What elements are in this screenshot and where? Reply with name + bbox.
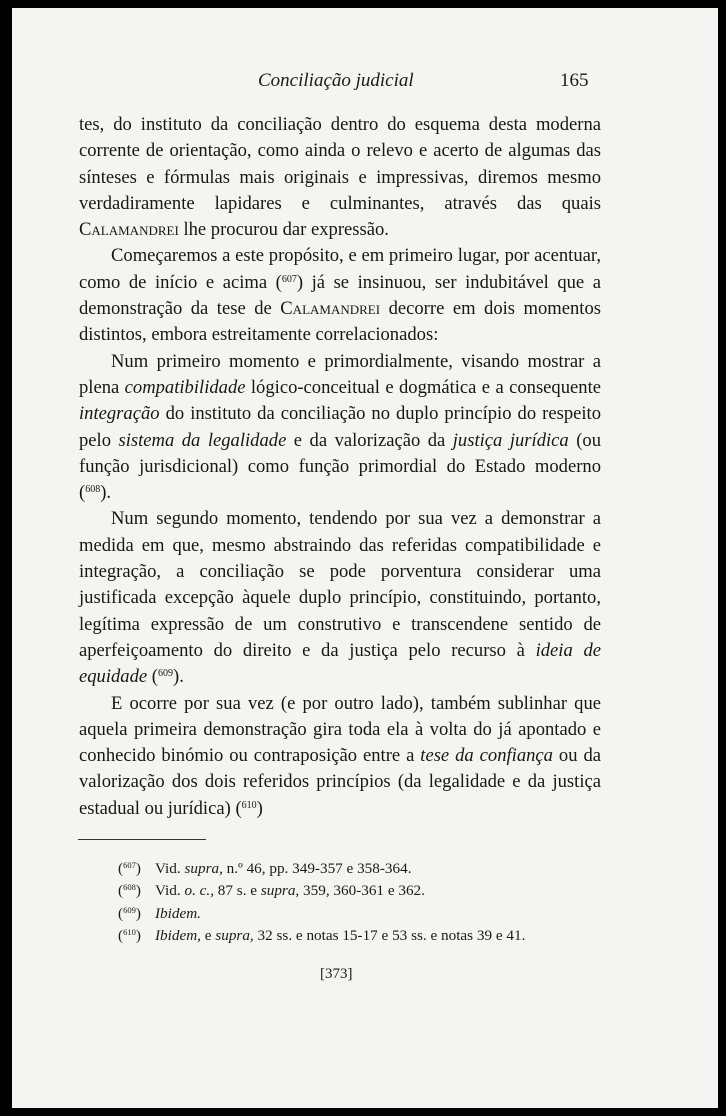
footnote-mark: ($^{608}$) bbox=[118, 882, 141, 900]
paragraph bbox=[79, 112, 601, 243]
footnote-number: 610 bbox=[123, 926, 136, 937]
text-run: n.º 46, pp. 349-357 e 358-364. bbox=[222, 860, 412, 877]
text-run: decorre em dois momentos distintos, embora estreitamente correlacionados: bbox=[79, 298, 602, 346]
footnote-number: 607 bbox=[123, 860, 136, 870]
footnote-mark: ($^{607}$) bbox=[118, 860, 141, 877]
italic-term: ideia de equidade bbox=[79, 639, 601, 688]
text-run: lhe procurou dar expressão. bbox=[178, 219, 389, 241]
footnote-ref: 608 bbox=[85, 484, 101, 496]
running-title: Conciliação judicial bbox=[258, 70, 414, 91]
footnote-divider bbox=[78, 839, 206, 840]
text-run: Vid. bbox=[155, 882, 185, 900]
footnotes bbox=[118, 858, 598, 947]
text-run: ). bbox=[100, 482, 112, 504]
body-text bbox=[79, 112, 601, 822]
footnote-number: 609 bbox=[123, 904, 136, 915]
running-header bbox=[12, 70, 718, 98]
text-run: do instituto da conciliação no duplo princípio do respeito pelo bbox=[79, 403, 601, 451]
author-name: Calamandrei bbox=[79, 219, 179, 241]
text-run: e bbox=[200, 926, 216, 944]
italic-term: supra, bbox=[215, 926, 254, 944]
footnote-ref: 609 bbox=[158, 668, 173, 680]
text-run: ou da valorização dos dois referidos princípios (da legalidade e da justiça estadual ou jurídica) ( bbox=[79, 745, 601, 819]
text-run: 32 ss. e notas 15-17 e 53 ss. e notas 39 e 41. bbox=[253, 926, 526, 944]
text-run: ) já se insinuou, ser indubitável que a demonstração da tese de bbox=[79, 271, 601, 320]
text-run: Num primeiro momento e primordialmente, visando mostrar a plena bbox=[79, 350, 601, 398]
footnote-mark: ($^{610}$) bbox=[118, 926, 141, 944]
page-reference: [373] bbox=[320, 966, 353, 982]
footnote-mark: ($^{609}$) bbox=[118, 904, 141, 922]
italic-term: o. c., bbox=[184, 882, 214, 900]
text-run: Começaremos a este propósito, e em primeiro lugar, por acentuar, como de início e acima ( bbox=[79, 245, 601, 293]
italic-term: integração bbox=[79, 403, 160, 425]
italic-term: supra, bbox=[184, 860, 223, 877]
paragraph bbox=[79, 506, 601, 690]
italic-term: sistema da legalidade bbox=[118, 429, 287, 451]
author-name: Calamandrei bbox=[280, 298, 381, 320]
text-run: tes, do instituto da conciliação dentro do esquema desta moderna corrente de orientação, como ainda o relevo e acerto de algumas das sínteses e fórmulas mais originais e impressivas, diremos mesmo verdadiramente lapidares e culminantes, através das quais bbox=[79, 114, 601, 214]
paragraph bbox=[79, 691, 601, 822]
footnote-number: 608 bbox=[123, 882, 136, 893]
italic-term: Ibidem. bbox=[155, 904, 201, 922]
text-run: ). bbox=[173, 666, 184, 688]
text-run: e da valorização da bbox=[286, 429, 453, 451]
italic-term: Ibidem, bbox=[155, 926, 201, 944]
footnote bbox=[118, 858, 598, 880]
italic-term: justiça jurídica bbox=[452, 429, 569, 451]
text-run: 87 s. e bbox=[214, 882, 261, 900]
footnote-ref: 610 bbox=[241, 799, 257, 811]
paragraph bbox=[79, 243, 601, 348]
text-run: ) bbox=[256, 797, 263, 819]
footnote-ref: 607 bbox=[281, 273, 297, 285]
text-run: 359, 360-361 e 362. bbox=[299, 882, 425, 900]
footnote bbox=[118, 880, 598, 902]
book-page bbox=[12, 8, 718, 1108]
footnote bbox=[118, 903, 598, 925]
text-run: (ou função jurisdicional) como função primordial do Estado moderno ( bbox=[79, 429, 601, 504]
italic-term: supra, bbox=[260, 882, 300, 900]
text-run: Vid. bbox=[155, 860, 185, 877]
italic-term: tese da confiança bbox=[420, 745, 553, 767]
footnote bbox=[118, 925, 598, 947]
page-number: 165 bbox=[560, 70, 589, 91]
text-run: E ocorre por sua vez (e por outro lado), também sublinhar que aquela primeira demonstração gira toda ela à volta do já apontado e conhecido binómio ou contraposição entre a bbox=[79, 692, 601, 767]
paragraph bbox=[79, 349, 601, 507]
italic-term: compatibilidade bbox=[124, 376, 246, 398]
text-run: ( bbox=[147, 666, 158, 688]
text-run: lógico-conceitual e dogmática e a consequente bbox=[245, 376, 601, 398]
text-run: Num segundo momento, tendendo por sua vez a demonstrar a medida em que, mesmo abstraindo das referidas compatibilidade e integração, a conciliação se pode porventura considerar uma justificada excepção àquele duplo princípio, constituindo, portanto, legítima expressão de um construtivo e transcendene sentido de aperfeiçoamento do direito e da justiça pelo recurso à bbox=[79, 508, 601, 661]
